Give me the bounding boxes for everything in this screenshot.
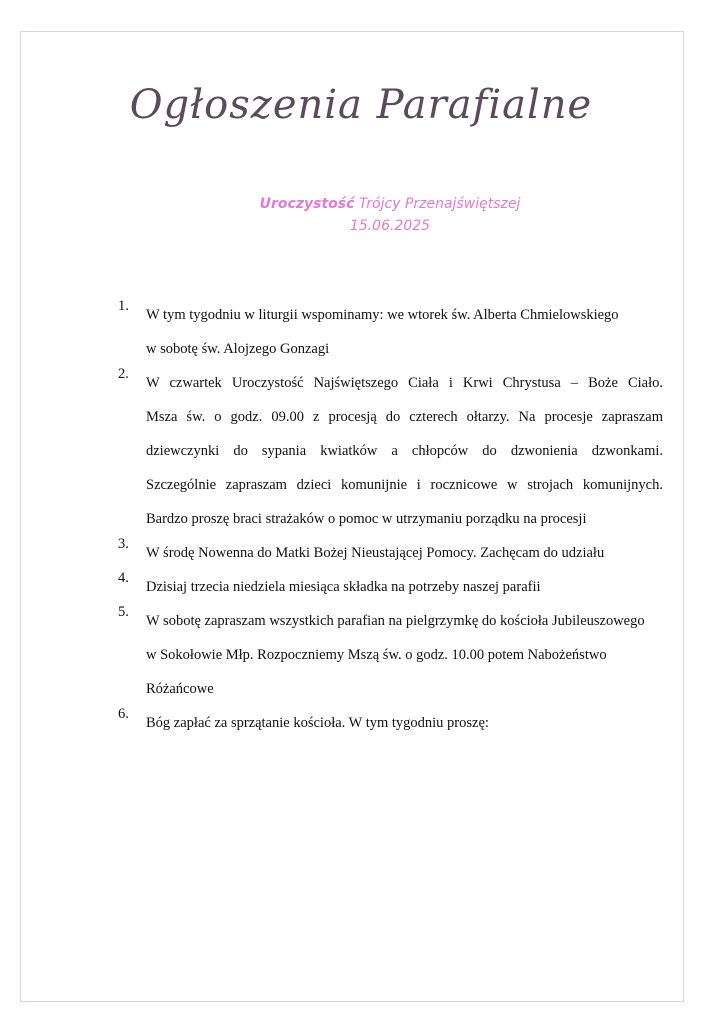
announcement-line: dziewczynki do sypania kwiatków a chłopców do dzwonienia dzwonkami.	[146, 443, 663, 459]
announcement-line: W tym tygodniu w liturgii wspominamy: we wtorek św. Alberta Chmielowskiego	[146, 307, 619, 323]
announcement-item	[118, 536, 663, 570]
announcement-line: Szczególnie zapraszam dzieci komunijnie i rocznicowe w strojach komunijnych.	[146, 477, 663, 493]
announcement-line: w sobotę św. Alojzego Gonzagi	[146, 341, 330, 357]
announcement-item	[118, 298, 663, 366]
feast-heading	[200, 193, 580, 237]
announcement-number: 6.	[118, 706, 129, 722]
announcement-line: Msza św. o godz. 09.00 z procesją do czterech ołtarzy. Na procesje zapraszam	[146, 409, 663, 425]
announcement-number: 3.	[118, 536, 129, 552]
announcement-line: W środę Nowenna do Matki Bożej Nieustającej Pomocy. Zachęcam do udziału	[146, 545, 605, 561]
announcement-line: Dzisiaj trzecia niedziela miesiąca składka na potrzeby naszej parafii	[146, 579, 541, 595]
feast-name-rest: Trójcy Przenajświętszej	[354, 196, 521, 212]
page-title: Ogłoszenia Parafialne	[129, 82, 593, 128]
announcement-item	[118, 570, 663, 604]
announcement-item	[118, 706, 663, 740]
announcement-number: 5.	[118, 604, 129, 620]
announcement-number: 4.	[118, 570, 129, 586]
announcement-line: W czwartek Uroczystość Najświętszego Ciała i Krwi Chrystusa – Boże Ciało.	[146, 375, 663, 391]
announcement-item	[118, 366, 663, 536]
announcement-line: Bardzo proszę braci strażaków o pomoc w utrzymaniu porządku na procesji	[146, 511, 587, 527]
announcement-line: w Sokołowie Młp. Rozpoczniemy Mszą św. o godz. 10.00 potem Nabożeństwo	[146, 647, 607, 663]
feast-name	[200, 193, 580, 215]
announcement-line: Różańcowe	[146, 681, 214, 697]
announcement-number: 2.	[118, 366, 129, 382]
announcements-list	[118, 298, 663, 740]
feast-name-main: Uroczystość	[259, 196, 355, 212]
feast-date: 15.06.2025	[349, 218, 431, 234]
announcement-number: 1.	[118, 298, 129, 314]
announcement-line: W sobotę zapraszam wszystkich parafian na pielgrzymkę do kościoła Jubileuszowego	[146, 613, 645, 629]
announcement-item	[118, 604, 663, 706]
announcement-line: Bóg zapłać za sprzątanie kościoła. W tym tygodniu proszę:	[146, 715, 489, 731]
